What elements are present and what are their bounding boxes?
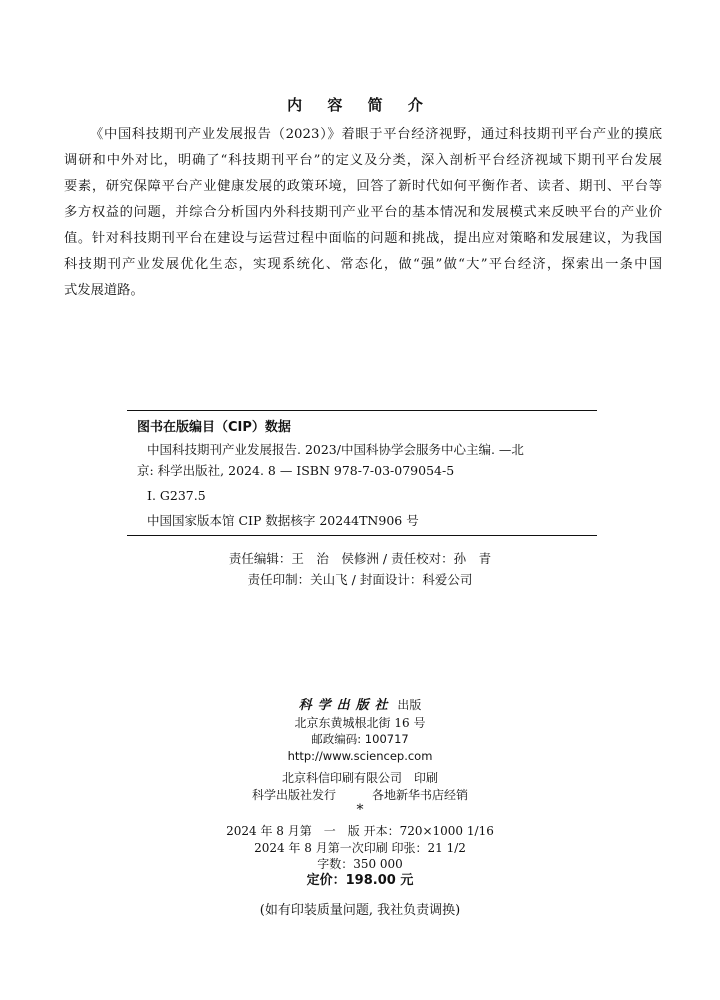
word-count: 字数：350 000 xyxy=(317,857,403,871)
cip-classification: Ⅰ. G237.5 xyxy=(147,488,206,503)
publisher-line xyxy=(0,697,720,715)
intro-title: 内 容 简 介 xyxy=(287,96,433,114)
publisher-suffix: 出版 xyxy=(397,698,422,712)
intro-line: 值。针对科技期刊平台在建设与运营过程中面临的问题和挑战，提出应对策略和发展建议，为我国 xyxy=(64,231,662,246)
publisher-address: 北京东黄城根北街 16 号 xyxy=(294,715,426,730)
quality-notice: (如有印装质量问题, 我社负责调换) xyxy=(259,903,461,918)
publisher-logo: 科学出版社 xyxy=(298,698,394,713)
cip-block xyxy=(127,410,597,536)
intro-line: 多方权益的问题，并综合分析国内外科技期刊产业平台的基本情况和发展模式来反映平台的产业价 xyxy=(64,205,662,220)
printing-info: 2024 年 8 月第一次印刷 印张：21 1/2 xyxy=(254,840,466,855)
website: http://www.sciencep.com xyxy=(287,748,433,763)
price: 定价：198.00 元 xyxy=(306,872,414,888)
postcode: 邮政编码: 100717 xyxy=(311,732,409,746)
staff-production: 责任印制：关山飞 / 封面设计：科爱公司 xyxy=(247,572,473,587)
intro-line: 调研和中外对比，明确了“科技期刊平台”的定义及分类，深入剖析平台经济视域下期刊平台发展 xyxy=(64,153,662,168)
cip-entry-continued: 京: 科学出版社, 2024. 8 — ISBN 978-7-03-079054-5 xyxy=(137,463,455,478)
colophon xyxy=(0,697,720,920)
intro-line: 式发展道路。 xyxy=(64,283,144,298)
separator-star: * xyxy=(356,802,364,818)
staff-editors: 责任编辑：王 治 侯修洲 / 责任校对：孙 青 xyxy=(228,551,492,566)
cip-entry: 中国科技期刊产业发展报告. 2023/中国科协学会服务中心主编. —北 xyxy=(147,442,524,457)
distribution-line xyxy=(0,787,720,804)
edition-info: 2024 年 8 月第 一 版 开本：720×1000 1/16 xyxy=(226,824,494,838)
staff-credits xyxy=(0,548,720,590)
retailer: 各地新华书店经销 xyxy=(372,787,469,802)
cip-heading: 图书在版编目（CIP）数据 xyxy=(137,420,291,435)
intro-body xyxy=(64,122,662,304)
intro-line: 科技期刊产业发展优化生态，实现系统化、常态化，做“强”做“大”平台经济，探索出一条中国 xyxy=(64,257,662,272)
intro-line: 要素，研究保障平台产业健康发展的政策环境，回答了新时代如何平衡作者、读者、期刊、平台等 xyxy=(64,179,662,194)
distributor: 科学出版社发行 xyxy=(251,787,336,802)
printer: 北京科信印刷有限公司 印刷 xyxy=(281,771,438,785)
cip-record-number: 中国国家版本馆 CIP 数据核字 20244TN906 号 xyxy=(147,513,419,528)
intro-line: 《中国科技期刊产业发展报告（2023）》着眼于平台经济视野，通过科技期刊平台产业的摸底 xyxy=(90,127,662,142)
